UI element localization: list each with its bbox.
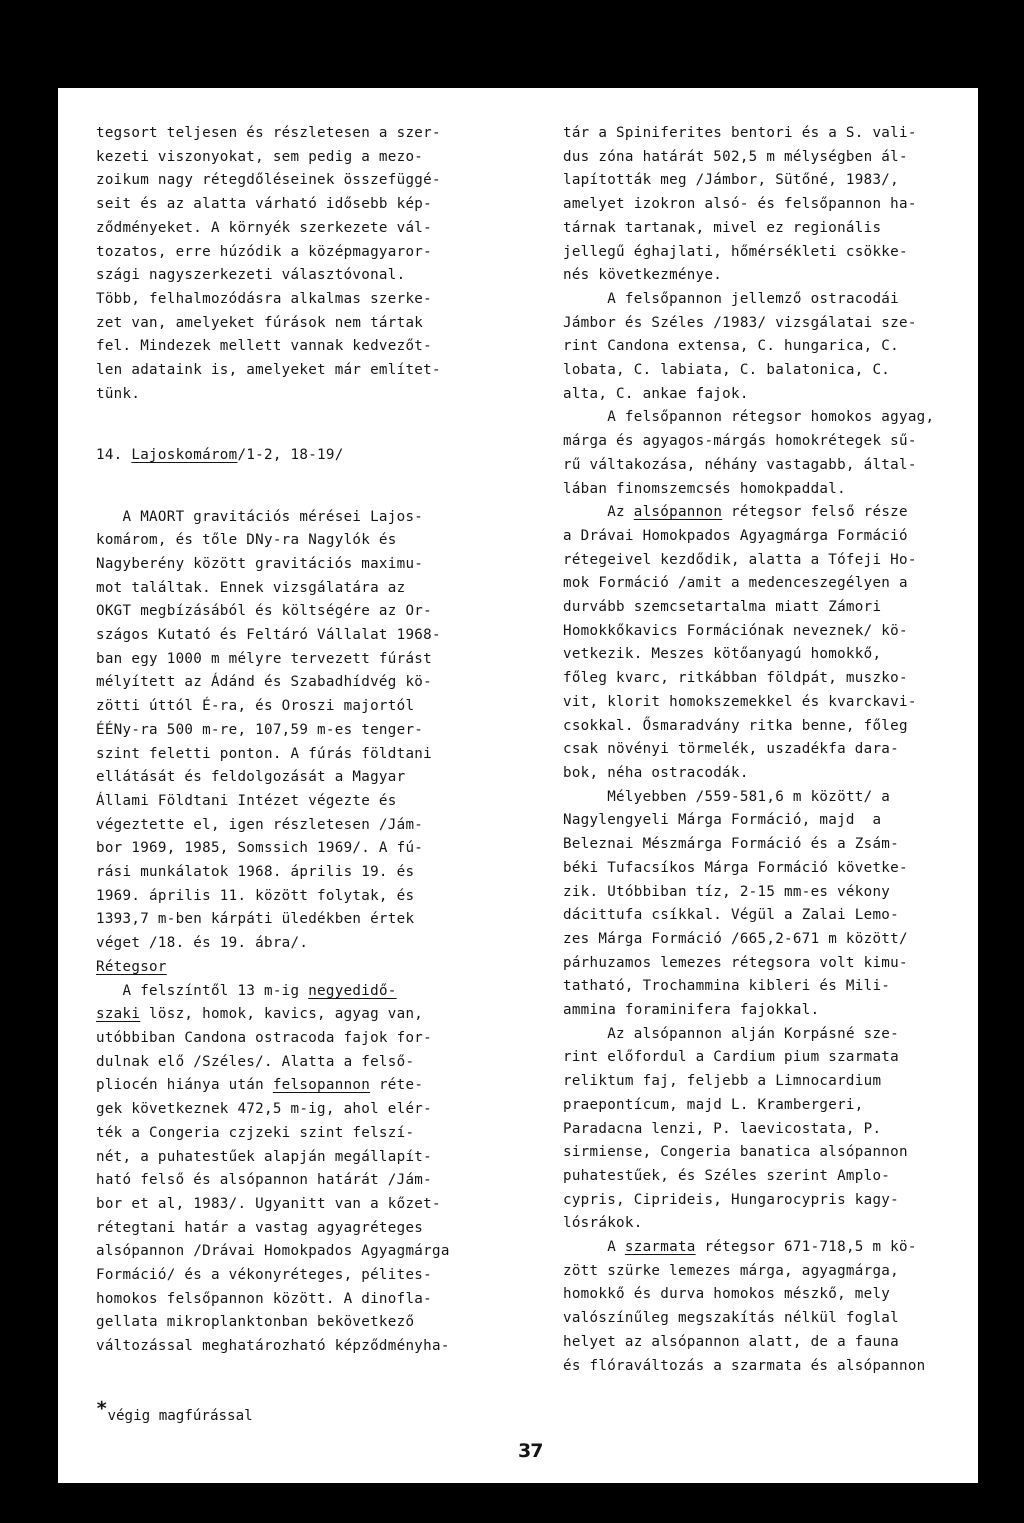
text-line: dus zóna határát 502,5 m mélységben ál- (563, 148, 908, 165)
text-line: seit és az alatta várható idősebb kép- (96, 196, 432, 213)
text-line: durvább szemcsetartalma miatt Zámori (563, 599, 882, 616)
page-number: 37 (518, 1440, 543, 1462)
text-line: sirmiense, Congeria banatica alsópannon (563, 1144, 908, 1161)
section-ref: /1-2, 18-19/ (237, 447, 344, 464)
text-line: ÉÉNy-ra 500 m-re, 107,59 m-es tenger- (96, 721, 424, 738)
text-line: alta, C. ankae fajok. (563, 385, 749, 402)
section-number: 14. (96, 447, 123, 464)
footnote (96, 1397, 253, 1426)
text-line: A MAORT gravitációs mérései Lajos- (122, 508, 424, 525)
text-line: alsópannon /Drávai Homokpados Agyagmárga (96, 1243, 450, 1260)
text-line: zoikum nagy rétegdőléseinek összefüggé- (96, 172, 441, 189)
text-line: ható felső és alsópannon határát /Jám- (96, 1172, 432, 1189)
text-line: márga és agyagos-márgás homokrétegek sű- (563, 433, 917, 450)
text-line: Nagyberény között gravitációs maximu- (96, 555, 424, 572)
document-page (58, 88, 978, 1483)
text-line: zött szürke lemezes márga, agyagmárga, (563, 1262, 899, 1279)
text-line: szaki lösz, homok, kavics, agyag van, (96, 1006, 424, 1023)
text-line: Az alsópannon alján Korpásné sze- (607, 1025, 899, 1042)
text-line: szági nagyszerkezeti választóvonal. (96, 267, 406, 284)
text-line: tozatos, erre húzódik a középmagyaror- (96, 243, 432, 260)
text-line: véget /18. és 19. ábra/. (96, 935, 309, 952)
text-line: lobata, C. labiata, C. balatonica, C. (563, 362, 891, 379)
text-line: lapították meg /Jámbor, Sütőné, 1983/, (563, 172, 899, 189)
text-line: fel. Mindezek mellett vannak kedvezőt- (96, 338, 432, 355)
text-line: A felszíntől 13 m-ig negyedidő- (122, 982, 397, 999)
text-line: Formáció/ és a vékonyréteges, pélites- (96, 1267, 432, 1284)
text-line: rint Candona extensa, C. hungarica, C. (563, 338, 899, 355)
text-line: ződményeket. A környék szerkezete vál- (96, 219, 432, 236)
text-line: Homokkőkavics Formációnak neveznek/ kö- (563, 622, 908, 639)
text-line: Állami Földtani Intézet végezte és (96, 792, 397, 809)
text-line: OKGT megbízásából és költségére az Or- (96, 603, 432, 620)
text-line: homokkő és durva homokos mészkő, mely (563, 1286, 891, 1303)
footnote-mark: * (96, 1397, 108, 1420)
text-line: komárom, és tőle DNy-ra Nagylók és (96, 532, 397, 549)
right-column (563, 122, 983, 1378)
text-line: gek következnek 472,5 m-ig, ahol elér- (96, 1101, 432, 1118)
text-line: vetkezik. Meszes kötőanyagú homokkő, (563, 646, 882, 663)
text-line: Több, felhalmozódásra alkalmas szerke- (96, 290, 432, 307)
text-line: rási munkálatok 1968. április 19. és (96, 864, 415, 881)
text-line: Paradacna lenzi, P. laevicostata, P. (563, 1120, 882, 1137)
text-line: helyet az alsópannon alatt, de a fauna (563, 1333, 899, 1350)
text-line: tegsort teljesen és részletesen a szer- (96, 125, 441, 141)
text-line: homokos felsőpannon között. A dinofla- (96, 1290, 432, 1307)
text-line: főleg kvarc, ritkábban földpát, muszko- (563, 670, 908, 687)
text-line: Az alsópannon rétegsor felső része (607, 504, 908, 521)
text-line: nés következménye. (563, 267, 723, 284)
left-column (96, 122, 516, 1359)
text-line: puhatestűek, és Széles szerint Amplo- (563, 1167, 891, 1184)
text-line: tárnak tartanak, mivel ez regionális (563, 219, 882, 236)
text-line: nét, a puhatestűek alapján megállapít- (96, 1148, 432, 1165)
text-line: végeztette el, igen részletesen /Jám- (96, 816, 424, 833)
text-line: mot találtak. Ennek vizsgálatára az (96, 579, 406, 596)
text-line: 1969. április 11. között folytak, és (96, 887, 415, 904)
text-line: tár a Spiniferites bentori és a S. vali- (563, 125, 917, 141)
subheading-retegsor: Rétegsor (96, 958, 167, 975)
text-line: csak növényi törmelék, uszadékfa dara- (563, 741, 899, 758)
text-line: praepontícum, majd L. Krambergeri, (563, 1096, 864, 1113)
text-line: A felsőpannon jellemző ostracodái (607, 290, 899, 307)
text-line: dulnak elő /Széles/. Alatta a felső- (96, 1053, 415, 1070)
text-line: mok Formáció /amit a medenceszegélyen a (563, 575, 908, 592)
text-line: 1393,7 m-ben kárpáti üledékben értek (96, 911, 415, 928)
text-line: ammina foraminifera fajokkal. (563, 1002, 820, 1019)
text-line: Nagylengyeli Márga Formáció, majd a (563, 812, 882, 829)
text-line: mélyített az Ádánd és Szabadhídvég kö- (96, 674, 432, 691)
text-line: lósrákok. (563, 1215, 643, 1232)
text-line: szágos Kutató és Feltáró Vállalat 1968- (96, 627, 441, 644)
text-line: Mélyebben /559-581,6 m között/ a (607, 788, 891, 805)
text-line: ban egy 1000 m mélyre tervezett fúrást (96, 650, 432, 667)
text-line: gellata mikroplanktonban bekövetkező (96, 1314, 415, 1331)
text-line: valószínűleg megszakítás nélkül foglal (563, 1310, 899, 1327)
text-line: zes Márga Formáció /665,2-671 m között/ (563, 930, 908, 947)
text-line: zet van, amelyeket fúrások nem tártak (96, 314, 424, 331)
text-line: ték a Congeria czjzeki szint felszí- (96, 1124, 415, 1141)
text-line: tatható, Trochammina kibleri és Mili- (563, 978, 891, 995)
text-line: zötti úttól É-ra, és Oroszi majortól (96, 698, 415, 715)
text-line: dácittufa csíkkal. Végül a Zalai Lemo- (563, 907, 899, 924)
text-line: cypris, Ciprideis, Hungarocypris kagy- (563, 1191, 899, 1208)
text-line: vit, klorit homokszemekkel és kvarckavi- (563, 693, 917, 710)
text-line: A szarmata rétegsor 671-718,5 m kö- (607, 1239, 917, 1256)
text-line: rű váltakozása, néhány vastagabb, által- (563, 456, 917, 473)
text-line: rint előfordul a Cardium pium szarmata (563, 1049, 899, 1066)
text-line: A felsőpannon rétegsor homokos agyag, (607, 409, 935, 426)
section-heading (96, 444, 516, 468)
text-line: amelyet izokron alsó- és felsőpannon ha- (563, 196, 917, 213)
text-line: rétegtani határ a vastag agyagréteges (96, 1219, 424, 1236)
text-line: a Drávai Homokpados Agyagmárga Formáció (563, 527, 908, 544)
text-line: és flóraváltozás a szarmata és alsópannon (563, 1357, 926, 1374)
text-line: zik. Utóbbiban tíz, 2-15 mm-es vékony (563, 883, 891, 900)
section-place: Lajoskomárom (131, 447, 238, 464)
text-line: utóbbiban Candona ostracoda fajok for- (96, 1029, 432, 1046)
text-line: len adataink is, amelyeket már említet- (96, 362, 441, 379)
text-line: kezeti viszonyokat, sem pedig a mezo- (96, 148, 424, 165)
text-line: jellegű éghajlati, hőmérsékleti csökke- (563, 243, 908, 260)
text-line: ellátását és feldolgozását a Magyar (96, 769, 406, 786)
text-line: csokkal. Ősmaradvány ritka benne, főleg (563, 717, 908, 734)
text-line: Beleznai Mészmárga Formáció és a Zsám- (563, 836, 899, 853)
text-line: változással meghatározható képződményha- (96, 1338, 450, 1355)
footnote-text: végig magfúrással (107, 1408, 253, 1424)
text-line: reliktum faj, feljebb a Limnocardium (563, 1073, 882, 1090)
text-line: szint feletti ponton. A fúrás földtani (96, 745, 432, 762)
text-line: bor et al, 1983/. Ugyanitt van a kőzet- (96, 1195, 441, 1212)
text-line: bor 1969, 1985, Somssich 1969/. A fú- (96, 840, 424, 857)
text-line: tünk. (96, 385, 141, 402)
text-line: lában finomszemcsés homokpaddal. (563, 480, 846, 497)
text-line: párhuzamos lemezes rétegsora volt kimu- (563, 954, 908, 971)
text-line: pliocén hiánya után felsopannon réte- (96, 1077, 424, 1094)
text-line: béki Tufacsíkos Márga Formáció követke- (563, 859, 908, 876)
text-line: rétegeivel kezdődik, alatta a Tófeji Ho- (563, 551, 917, 568)
text-line: bok, néha ostracodák. (563, 764, 749, 781)
text-line: Jámbor és Széles /1983/ vizsgálatai sze- (563, 314, 917, 331)
